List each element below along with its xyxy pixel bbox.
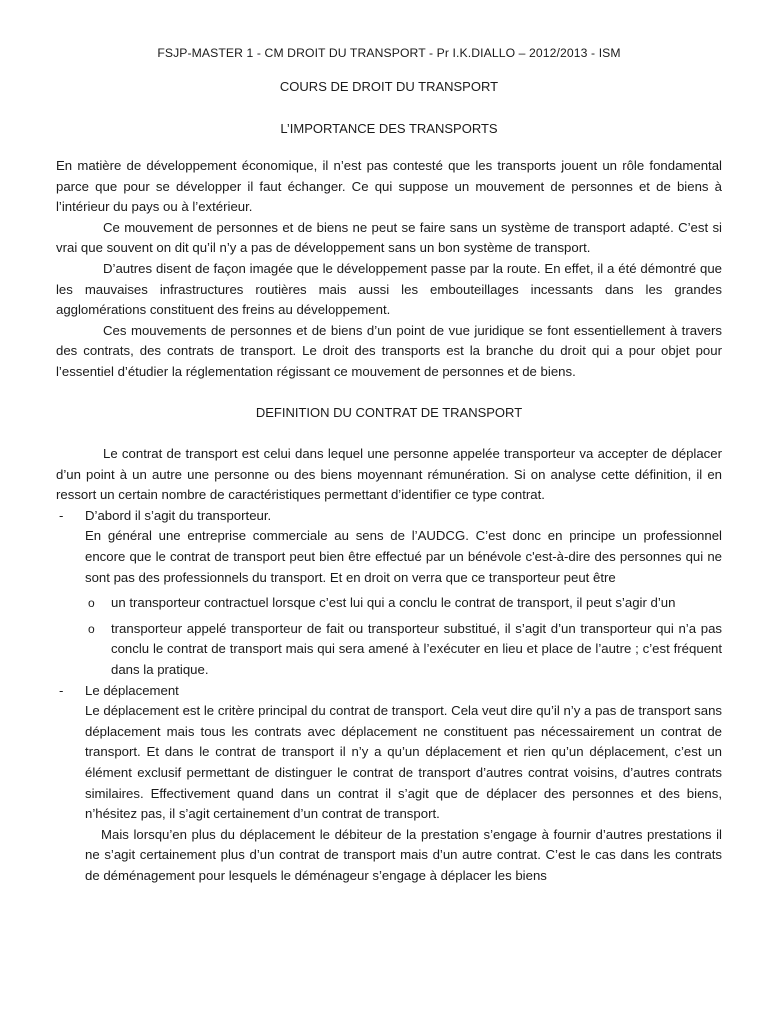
section-importance-body bbox=[56, 156, 722, 383]
list-item-deplacement bbox=[56, 681, 722, 887]
list-item-text: Mais lorsqu’en plus du déplacement le débiteur de la prestation s’engage à fournir d’autres prestations il ne s’agit certainement plus d’un contrat de transport mais d’un autre contrat. C’est le cas dans les contrats de déménagement pour lesquels le déménageur s’engage à déplacer les biens bbox=[85, 826, 722, 883]
dash-bullet: - bbox=[59, 682, 64, 698]
section-definition-body bbox=[56, 444, 722, 886]
list-item-transporteur bbox=[56, 506, 722, 681]
circle-bullet: o bbox=[88, 596, 95, 611]
page-header: FSJP-MASTER 1 - CM DROIT DU TRANSPORT - Pr I.K.DIALLO – 2012/2013 - ISM bbox=[157, 46, 621, 60]
section-title-importance: L’IMPORTANCE DES TRANSPORTS bbox=[280, 121, 498, 136]
paragraph: En matière de développement économique, il n’est pas contesté que les transports jouent un rôle fondamental parce que pour se développer il faut échanger. Ce qui suppose un mouvement de personnes et de biens à l’intérieur du pays ou à l’extérieur. bbox=[56, 158, 722, 215]
list-item-text: Le déplacement est le critère principal du contrat de transport. Cela veut dire qu’il n’y a pas de transport sans déplacement mais tous les contrats avec déplacement ne constituent pas nécessairement un contrat de transport. Et dans le contrat de transport il n’y a qu’un déplacement et rien qu’un déplacement, c’est un élément exclusif permettant de distinguer le contrat de transport d’autres contrat voisins, d’autres contrats similaires. Effectivement quand dans un contrat il s’agit que de déplacer des personnes et des biens, n’hésitez pas, il s’agit certainement d’un contrat de transport. bbox=[85, 703, 722, 822]
list-item-text: En général une entreprise commerciale au sens de l’AUDCG. C’est donc en principe un professionnel encore que le contrat de transport peut bien être effectué par un bénévole c'est-à-dire des personnes qui ne sont pas des professionnels du transport. Et en droit on verra que ce transporteur peut être bbox=[85, 528, 722, 585]
sub-list-item bbox=[56, 619, 722, 681]
course-title: COURS DE DROIT DU TRANSPORT bbox=[279, 79, 499, 94]
sub-list-item-text: transporteur appelé transporteur de fait ou transporteur substitué, il s’agit d’un transporteur qui n’a pas conclu le contrat de transport mais qui sera amené à l’exécuter en lieu et place de l’autre ; c’est fréquent dans la pratique. bbox=[111, 620, 722, 677]
dash-bullet: - bbox=[59, 507, 64, 523]
paragraph: Ces mouvements de personnes et de biens d’un point de vue juridique se font essentiellement à travers des contrats, des contrats de transport. Le droit des transports est la branche du droit qui a pour objet pour l’essentiel d’étudier la réglementation régissant ce mouvement de personnes et de biens. bbox=[56, 322, 722, 379]
sub-list-item-text: un transporteur contractuel lorsque c’est lui qui a conclu le contrat de transport, il peut s’agir d’un bbox=[111, 595, 676, 611]
sub-list-item bbox=[56, 593, 722, 614]
paragraph: D’autres disent de façon imagée que le développement passe par la route. En effet, il a été démontré que les mauvaises infrastructures routières mais aussi les embouteillages incessants dans les grandes agglomérations constituent des freins au développement. bbox=[56, 260, 722, 318]
paragraph: Ce mouvement de personnes et de biens ne peut se faire sans un système de transport adapté. C’est si vrai que souvent on dit qu’il n’y a pas de développement sans un bon système de transport. bbox=[56, 219, 722, 256]
circle-bullet: o bbox=[88, 621, 95, 636]
list-item-heading: D’abord il s’agit du transporteur. bbox=[85, 507, 272, 523]
paragraph: Le contrat de transport est celui dans lequel une personne appelée transporteur va accepter de déplacer d’un point à un autre une personne ou des biens moyennant rémunération. Si on analyse cette définition, il en ressort un certain nombre de caractéristiques permettant d’identifier ce type contrat. bbox=[56, 446, 722, 503]
section-title-definition: DEFINITION DU CONTRAT DE TRANSPORT bbox=[255, 405, 523, 420]
list-item-heading: Le déplacement bbox=[85, 682, 179, 698]
